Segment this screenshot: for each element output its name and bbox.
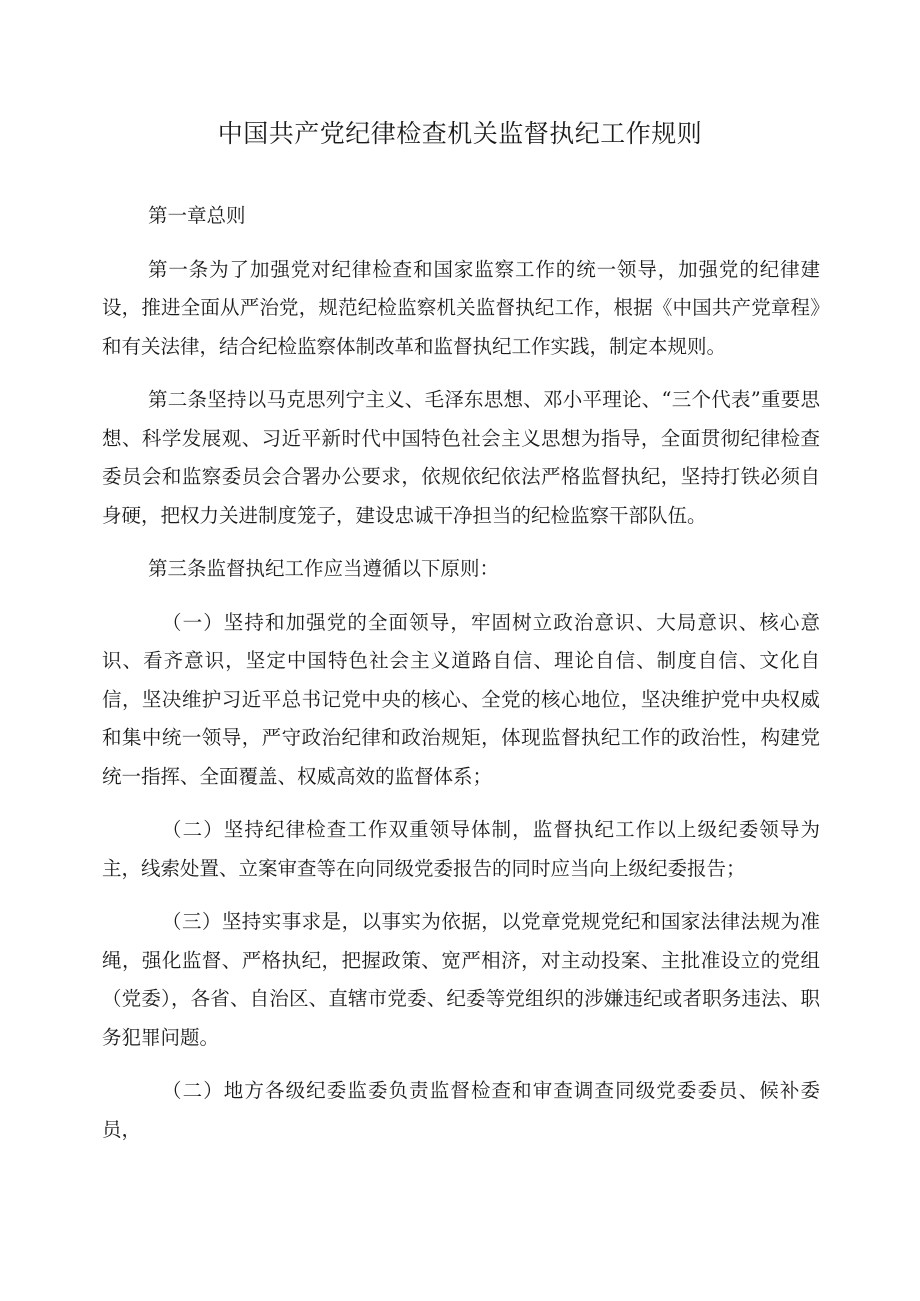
document-title: 中国共产党纪律检查机关监督执纪工作规则 <box>217 119 703 148</box>
article-1: 第一条为了加强党对纪律检查和国家监察工作的统一领导，加强党的纪律建设，推进全面从严治党，规范纪检监察机关监督执纪工作，根据《中国共产党章程》和有关法律，结合纪检监察体制改革和监督执纪工作实践，制定本规则。 <box>102 257 820 358</box>
clause-2: （二）地方各级纪委监委负责监督检查和审查调查同级党委委员、候补委员， <box>102 1079 820 1141</box>
article-3: 第三条监督执纪工作应当遵循以下原则： <box>148 557 500 580</box>
principle-3: （三）坚持实事求是，以事实为依据，以党章党规党纪和国家法律法规为准绳，强化监督、严格执纪，把握政策、宽严相济，对主动投案、主批准设立的党组（党委），各省、自治区、直辖市党委、纪委等党组织的涉嫌违纪或者职务违法、职务犯罪问题。 <box>102 910 820 1049</box>
article-2: 第二条坚持以马克思列宁主义、毛泽东思想、邓小平理论、“三个代表”重要思想、科学发展观、习近平新时代中国特色社会主义思想为指导，全面贯彻纪律检查委员会和监察委员会合署办公要求，依规依纪依法严格监督执纪，坚持打铁必须自身硬，把权力关进制度笼子，建设忠诚干净担当的纪检监察干部队伍。 <box>102 388 820 527</box>
principle-2: （二）坚持纪律检查工作双重领导体制，监督执纪工作以上级纪委领导为主，线索处置、立案审查等在向同级党委报告的同时应当向上级纪委报告； <box>102 818 820 880</box>
document-body <box>102 197 820 1164</box>
chapter-heading: 第一章总则 <box>148 204 246 227</box>
principle-1: （一）坚持和加强党的全面领导，牢固树立政治意识、大局意识、核心意识、看齐意识，坚定中国特色社会主义道路自信、理论自信、制度自信、文化自信，坚决维护习近平总书记党中央的核心、全党的核心地位，坚决维护党中央权威和集中统一领导，严守政治纪律和政治规矩，体现监督执纪工作的政治性，构建党统一指挥、全面覆盖、权威高效的监督体系； <box>102 610 820 788</box>
